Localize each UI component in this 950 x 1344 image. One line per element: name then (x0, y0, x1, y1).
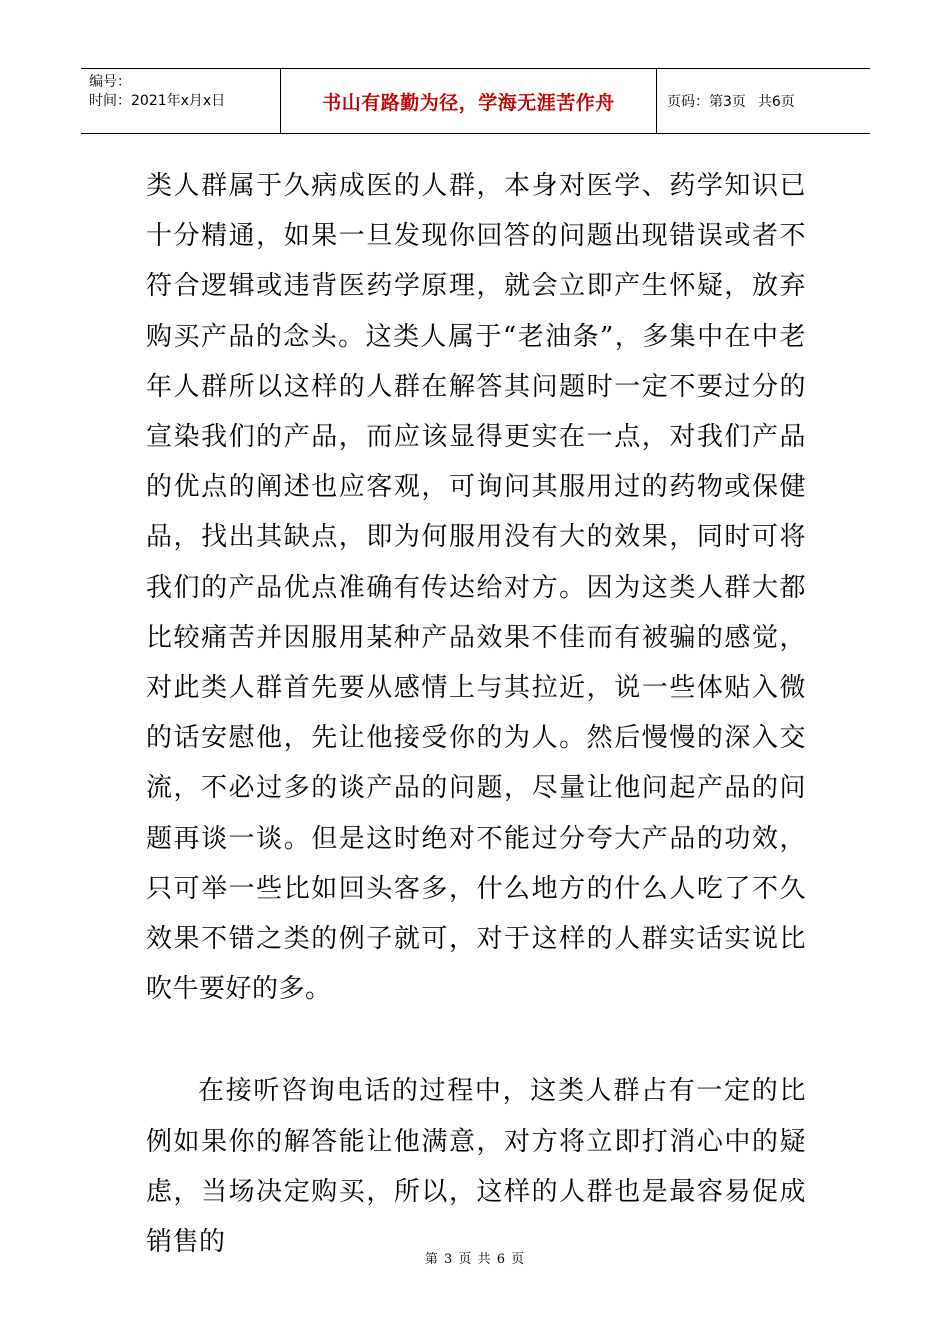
page-footer: 第 3 页 共 6 页 (424, 1252, 526, 1267)
body-paragraph-1: 类人群属于久病成医的人群，本身对医学、药学知识已十分精通，如果一旦发现你回答的问题出现错误或者不符合逻辑或违背医药学原理，就会立即产生怀疑，放弃购买产品的念头。这类人属于“老油条”，多集中在中老年人群所以这样的人群在解答其问题时一定不要过分的宣染我们的产品，而应该显得更实在一点，对我们产品的优点的阐述也应客观，可询问其服用过的药物或保健品，找出其缺点，即为何服用没有大的效果，同时可将我们的产品优点准确有传达给对方。因为这类人群大都比较痛苦并因服用某种产品效果不佳而有被骗的感觉，对此类人群首先要从感情上与其拉近，说一些体贴入微的话安慰他，先让他接受你的为人。然后慢慢的深入交流，不必过多的谈产品的问题，尽量让他问起产品的问题再谈一谈。但是这时绝对不能过分夸大产品的功效，只可举一些比如回头客多，什么地方的什么人吃了不久效果不错之类的例子就可，对于这样的人群实话实说比吹牛要好的多。 (146, 171, 806, 1005)
header-motto: 书山有路勤为径，学海无涯苦作舟 (322, 91, 615, 114)
document-body (146, 161, 806, 1267)
header-info-cell (81, 69, 281, 133)
document-number-label: 编号： (89, 74, 131, 90)
page-header (81, 68, 870, 134)
header-page-cell (657, 69, 870, 133)
document-time-label: 时间：2021年x月x日 (89, 93, 226, 109)
body-paragraph-2: 在接听咨询电话的过程中，这类人群占有一定的比例如果你的解答能让他满意，对方将立即打消心中的疑虑，当场决定购买，所以，这样的人群也是最容易促成销售的 (146, 1076, 806, 1258)
header-page-label: 页码：第3页 (667, 94, 746, 110)
header-total-label: 共6页 (757, 94, 795, 110)
header-motto-cell (281, 69, 657, 133)
